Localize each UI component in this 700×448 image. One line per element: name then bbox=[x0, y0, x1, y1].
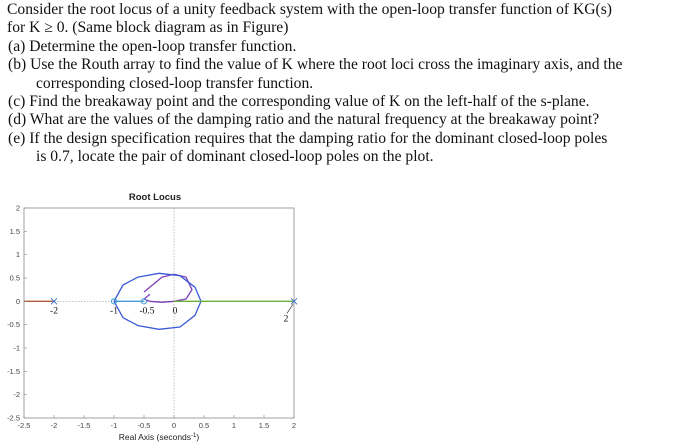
y-tick-label-1: 2 bbox=[15, 203, 20, 213]
part-c: (c) Find the breakaway point and the corresponding value of K on the left-half of the s-plane. bbox=[8, 93, 590, 111]
x-tick-label-3: -1.5 bbox=[77, 421, 91, 430]
x-tick-label-8: 1 bbox=[231, 421, 237, 430]
problem-intro-line-2: for K ≥ 0. (Same block diagram as in Figure) bbox=[7, 19, 289, 37]
x-axis-label bbox=[119, 432, 200, 442]
y-tick-label-9: -2 bbox=[13, 390, 20, 400]
y-tick-label-3: 1 bbox=[15, 250, 20, 260]
x-tick-label-2: -2 bbox=[50, 421, 58, 430]
y-tick-label-6: -0.5 bbox=[7, 320, 20, 330]
problem-statement bbox=[7, 1, 697, 167]
x-tick-label-9: 1.5 bbox=[258, 421, 270, 430]
part-e-line-1: (e) If the design specification requires that the damping ratio for the dominant closed-loop poles bbox=[8, 129, 608, 147]
root-locus-plot bbox=[0, 184, 320, 446]
y-tick-label-2: 1.5 bbox=[9, 226, 20, 236]
x-tick-label-1: -2.5 bbox=[17, 421, 31, 430]
y-tick-label-4: 0.5 bbox=[9, 273, 20, 283]
x-tick-label-5: -0.5 bbox=[137, 421, 151, 430]
y-tick-label-7: -1 bbox=[13, 343, 20, 353]
annotation-3: -0.5 bbox=[139, 306, 155, 317]
x-tick-label-6: 0 bbox=[171, 421, 177, 430]
x-tick-label-10: 2 bbox=[291, 421, 297, 430]
annotation-1: -2 bbox=[50, 306, 58, 317]
x-tick-label-7: 0.5 bbox=[198, 421, 210, 430]
y-tick-label-5: 0 bbox=[15, 296, 20, 306]
problem-intro-line-1: Consider the root locus of a unity feedback system with the open-loop transfer function of KG(s) bbox=[7, 1, 612, 18]
annotation-5: 2 bbox=[283, 314, 289, 325]
annotation-4: 0 bbox=[172, 306, 178, 317]
y-tick-label-8: -1.5 bbox=[7, 366, 20, 376]
part-d: (d) What are the values of the damping ratio and the natural frequency at the breakaway point? bbox=[8, 111, 600, 129]
x-axis-label-sup: -1 bbox=[191, 433, 197, 439]
part-a: (a) Determine the open-loop transfer function. bbox=[8, 37, 297, 55]
chart-title: Root Locus bbox=[128, 192, 182, 203]
x-tick-label-4: -1 bbox=[110, 421, 118, 430]
x-axis-label-text: Real Axis (seconds bbox=[118, 432, 192, 442]
annotation-2: -1 bbox=[110, 306, 118, 317]
x-axis-label-close: ) bbox=[196, 432, 200, 442]
y-tick-label-10: -2.5 bbox=[7, 413, 20, 423]
part-b-line-2: corresponding closed-loop transfer function. bbox=[36, 74, 314, 92]
part-e-line-2: is 0.7, locate the pair of dominant closed-loop poles on the plot. bbox=[36, 148, 434, 166]
part-b-line-1: (b) Use the Routh array to find the value of K where the root loci cross the imaginary axis, and the bbox=[8, 56, 623, 74]
plot-frame bbox=[24, 208, 294, 418]
